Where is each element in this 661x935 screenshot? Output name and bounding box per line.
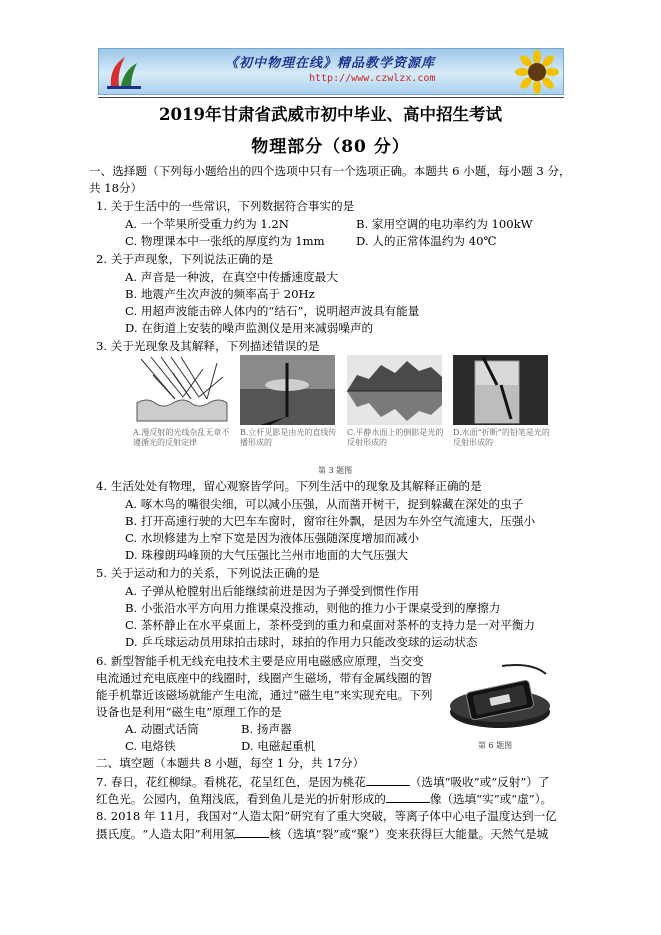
- q3-caption-d: D.水面“折断”的铅笔是光的反射形成的: [453, 428, 550, 447]
- q6-line4: 设备也是利用“磁生电”原理工作的是: [96, 705, 282, 719]
- q4-option-d: D. 珠穆朗玛峰顶的大气压强比兰州市地面的大气压强大: [125, 548, 408, 562]
- q6-figure-label: 第 6 题图: [478, 741, 513, 750]
- q4-option-a: A. 啄木鸟的嘴很尖细，可以减小压强，从而凿开树干，捉到躲藏在深处的虫子: [125, 497, 524, 511]
- q1-option-d: D. 人的正常体温约为 40℃: [356, 234, 497, 248]
- q1-option-b: B. 家用空调的电功率约为 100kW: [356, 217, 533, 231]
- q6-option-c: C. 电烙铁: [125, 739, 176, 753]
- q5-option-b: B. 小张沿水平方向用力推课桌没推动，则他的推力小于课桌受到的摩擦力: [125, 601, 501, 615]
- paper-title: 2019年甘肃省武威市初中毕业、高中招生考试: [159, 105, 502, 124]
- q7-line1: [96, 774, 549, 790]
- q1-option-a: A. 一个苹果所受重力约为 1.2N: [125, 217, 289, 231]
- q7-blank-2[interactable]: [386, 791, 430, 803]
- q2-stem: 2. 关于声现象，下列说法正确的是: [96, 252, 274, 266]
- q7-line1-end: （选填“吸收”或“反射”）了: [409, 775, 550, 789]
- section1-instructions-cont: 共 18分）: [89, 181, 143, 195]
- q5-stem: 5. 关于运动和力的关系，下列说法正确的是: [96, 566, 320, 580]
- q8-line1: 8. 2018 年 11月，我国对“人造太阳”研究有了重大突破，等离子体中心电子温度达到一亿: [96, 809, 557, 823]
- q7-line1-start: 7. 春日，花红柳绿。看桃花，花呈红色，是因为桃花: [96, 775, 366, 789]
- q8-line2: [96, 826, 548, 842]
- q7-line2-start: 红色光。公园内，鱼翔浅底，看到鱼儿是光的折射形成的: [96, 792, 386, 806]
- water-reflection-figure: [347, 355, 442, 425]
- q8-blank-1[interactable]: [235, 826, 269, 838]
- q2-option-a: A. 声音是一种波，在真空中传播速度最大: [125, 270, 338, 284]
- q3-stem: 3. 关于光现象及其解释，下列描述错误的是: [96, 339, 320, 353]
- banner-url[interactable]: http://www.czwlzx.com: [309, 73, 436, 84]
- q6-option-d: D. 电磁起重机: [241, 739, 316, 753]
- q6-option-a: A. 动圈式话筒: [125, 722, 199, 736]
- q3-figure-label: 第 3 题图: [318, 466, 353, 475]
- pole-shadow-figure: [240, 355, 335, 425]
- q5-option-c: C. 茶杯静止在水平桌面上，茶杯受到的重力和桌面对茶杯的支持力是一对平衡力: [125, 618, 536, 632]
- q8-line2-start: 摄氏度。“人造太阳”利用氢: [96, 827, 236, 841]
- wireless-charger-figure: [446, 662, 554, 734]
- q8-line2-end: 核（选填“裂”或“聚”）变来获得巨大能量。天然气是城: [269, 827, 549, 841]
- q1-option-c: C. 物理课本中一张纸的厚度约为 1mm: [125, 234, 325, 248]
- q7-line2: [96, 791, 552, 807]
- banner-title: 《初中物理在线》精品教学资源库: [225, 56, 436, 71]
- sunflower-icon: [515, 50, 559, 94]
- q4-option-b: B. 打开高速行驶的大巴车车窗时，窗帘往外飘，是因为车外空气流速大，压强小: [125, 514, 536, 528]
- q7-blank-1[interactable]: [366, 774, 410, 786]
- q2-option-c: C. 用超声波能击碎人体内的“结石”，说明超声波具有能量: [125, 304, 420, 318]
- q5-option-a: A. 子弹从枪膛射出后能继续前进是因为子弹受到惯性作用: [125, 584, 419, 598]
- q3-caption-c: C.平静水面上的倒影是光的反射形成的: [347, 428, 444, 447]
- q5-option-d: D. 乒乓球运动员用球拍击球时，球拍的作用力只能改变球的运动状态: [125, 635, 478, 649]
- section1-instructions: 一、选择题（下列每小题给出的四个选项中只有一个选项正确。本题共 6 小题，每小题 3 分，: [89, 164, 571, 178]
- q2-option-b: B. 地震产生次声波的频率高于 20Hz: [125, 287, 315, 301]
- header-rule: [98, 97, 564, 98]
- site-logo-icon: [105, 53, 145, 91]
- q6-line2: 电流通过充电底座中的线圈时，线圈产生磁场，带有金属线圈的智: [96, 671, 433, 685]
- q6-line3: 能手机靠近该磁场就能产生电流，通过“磁生电”来实现充电。下列: [96, 688, 433, 702]
- q6-option-b: B. 扬声器: [241, 722, 292, 736]
- header-banner: [98, 48, 564, 95]
- q6-line1: 6. 新型智能手机无线充电技术主要是应用电磁感应原理，当交变: [96, 654, 424, 668]
- paper-subtitle: 物理部分（80 分）: [251, 137, 410, 157]
- q1-stem: 1. 关于生活中的一些常识，下列数据符合事实的是: [96, 199, 355, 213]
- diffuse-reflection-figure: [133, 355, 228, 425]
- q4-option-c: C. 水坝修建为上窄下宽是因为液体压强随深度增加而减小: [125, 531, 420, 545]
- q3-caption-a: A.漫反射的光线杂乱无章不遵循光的反射定律: [133, 428, 230, 447]
- q2-option-d: D. 在街道上安装的噪声监测仪是用来减弱噪声的: [125, 321, 374, 335]
- q4-stem: 4. 生活处处有物理，留心观察皆学问。下列生活中的现象及其解释正确的是: [96, 479, 482, 493]
- q3-caption-b: B.立杆见影是由光的直线传播形成的: [240, 428, 337, 447]
- bent-pencil-figure: [453, 355, 548, 425]
- q7-line2-end: 像（选填“实”或“虚”）。: [429, 792, 553, 806]
- section2-heading: 二、填空题（本题共 8 小题，每空 1 分，共 17分）: [96, 756, 365, 770]
